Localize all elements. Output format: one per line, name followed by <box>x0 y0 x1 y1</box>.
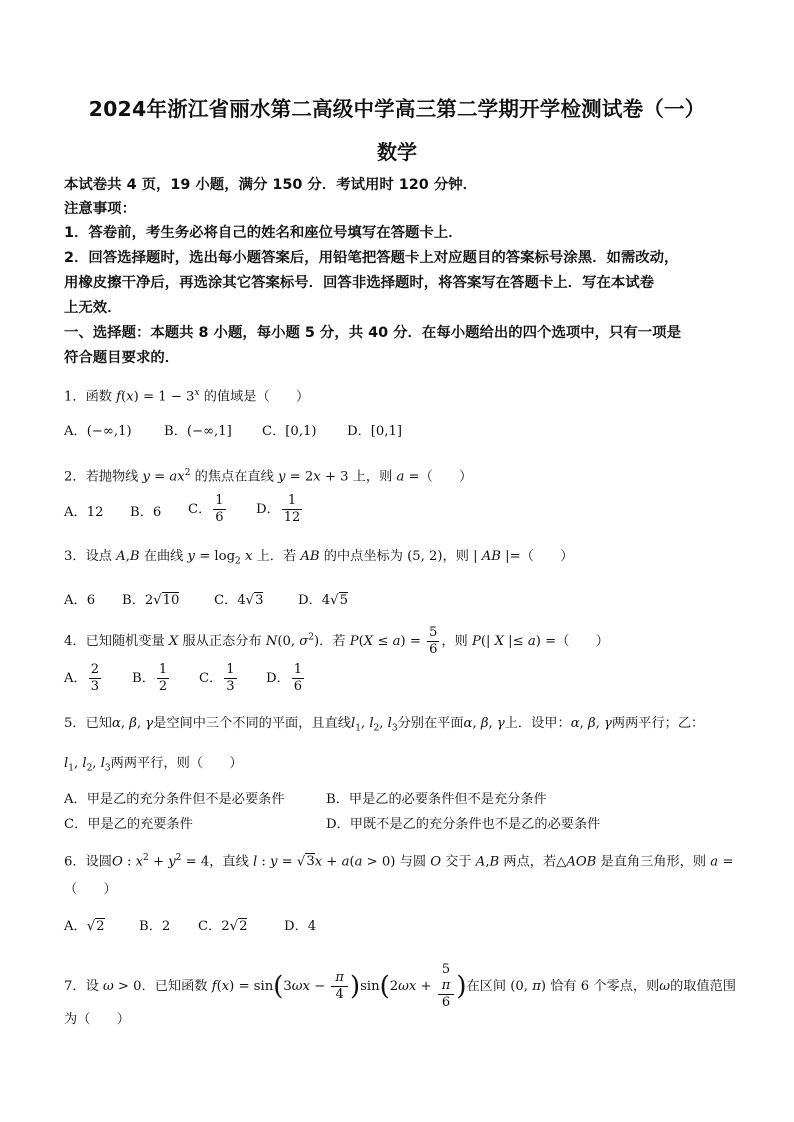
section-heading: 一、选择题：本题共 8 小题，每小题 5 分，共 40 分．在每小题给出的四个选项中，只有一项是 <box>64 325 681 341</box>
q4-option-d: D． $\frac{1}{6}$ <box>266 662 303 694</box>
subject-title: 数学 <box>377 140 417 164</box>
question-6-stem-cont: （ ） <box>64 882 117 897</box>
q4-option-b: B． $\frac{1}{2}$ <box>132 662 168 694</box>
q2-option-c: C． $\frac{1}{6}$ <box>188 493 224 525</box>
question-6-stem: 6．设圆O : $x^2 + y^2 = 4$，直线 l : y = √3x + a(a > 0) 与圆 O 交于 A,B 两点，若△AOB 是直角三角形，则 a = <box>64 853 734 870</box>
q2-option-a: A．12 <box>64 505 104 520</box>
q4-option-a: A． $\frac{2}{3}$ <box>64 662 99 694</box>
exam-info: 本试卷共 4 页，19 小题，满分 150 分．考试用时 120 分钟． <box>64 177 478 193</box>
q5-option-b: B．甲是乙的必要条件但不是充分条件 <box>326 792 547 807</box>
question-5-stem: 5．已知α, β, γ是空间中三个不同的平面，且直线$l_1$, $l_2$, $l_3$分别在平面α, β, γ上．设甲：α, β, γ两两平行；乙： <box>64 716 705 734</box>
q6-option-b: B．2 <box>139 919 171 934</box>
notice-item-2: 2．回答选择题时，选出每小题答案后，用铅笔把答题卡上对应题目的答案标号涂黑．如需改动， <box>64 250 679 266</box>
q6-option-d: D．4 <box>284 919 317 934</box>
question-7-stem: 7．设 ω > 0．已知函数 f(x) = sin(3ωx − $\frac{\pi}{4}$ )sin(2ωx + 5 π 6 )在区间 (0, π) 恰有 6 个零点，则ω的取值范围 <box>64 962 736 1010</box>
q6-option-a: A．√2 <box>64 919 105 934</box>
question-1-stem: 1．函数 $f(x) = 1 - 3^x$ 的值域是（ ） <box>64 388 310 405</box>
q6-option-c: C．2√2 <box>198 919 248 934</box>
question-4-stem: 4．已知随机变量 X 服从正态分布 N(0, $\sigma^2$)．若 P(X ≤ a) = $\frac{5}{6}$ ，则 P(| X |≤ a) =（ ） <box>64 625 609 657</box>
q1-option-a: A．(−∞,1) <box>64 424 132 439</box>
notice-item-2-cont: 用橡皮擦干净后，再选涂其它答案标号．回答非选择题时，将答案写在答题卡上．写在本试卷 <box>64 275 655 291</box>
notice-item-1: 1．答卷前，考生务必将自己的姓名和座位号填写在答题卡上． <box>64 225 463 241</box>
q3-option-b: B．2√10 <box>122 593 180 608</box>
q1-option-c: C．[0,1) <box>262 424 317 439</box>
q5-option-c: C．甲是乙的充要条件 <box>64 817 193 832</box>
q1-option-b: B．(−∞,1] <box>164 424 232 439</box>
q4-option-c: C． $\frac{1}{3}$ <box>199 662 235 694</box>
q2-option-b: B．6 <box>130 505 162 520</box>
notice-heading: 注意事项： <box>64 201 136 217</box>
q2-option-d: D． $\frac{1}{12}$ <box>256 493 301 525</box>
q3-option-d: D．4√5 <box>298 593 348 608</box>
q1-option-d: D．[0,1] <box>347 424 403 439</box>
q5-option-d: D．甲既不是乙的充分条件也不是乙的必要条件 <box>326 817 601 832</box>
q3-option-c: C．4√3 <box>214 593 264 608</box>
question-3-stem: 3．设点 A,B 在曲线 $y = \log_2 x$ 上．若 AB 的中点坐标为 (5, 2)，则 | AB |=（ ） <box>64 549 574 567</box>
question-7-stem-cont: 为（ ） <box>64 1012 130 1027</box>
question-5-stem-cont: $l_1$, $l_2$, $l_3$两两平行，则（ ） <box>64 756 243 774</box>
question-2-stem: 2．若抛物线 $y = ax^2$ 的焦点在直线 y = 2x + 3 上，则 a =（ ） <box>64 468 473 485</box>
page-title: 2024年浙江省丽水第二高级中学高三第二学期开学检测试卷（一） <box>88 97 706 121</box>
section-heading-cont: 符合题目要求的． <box>64 350 180 366</box>
q3-option-a: A．6 <box>64 593 96 608</box>
q5-option-a: A．甲是乙的充分条件但不是必要条件 <box>64 792 285 807</box>
notice-item-2-end: 上无效． <box>64 300 122 316</box>
